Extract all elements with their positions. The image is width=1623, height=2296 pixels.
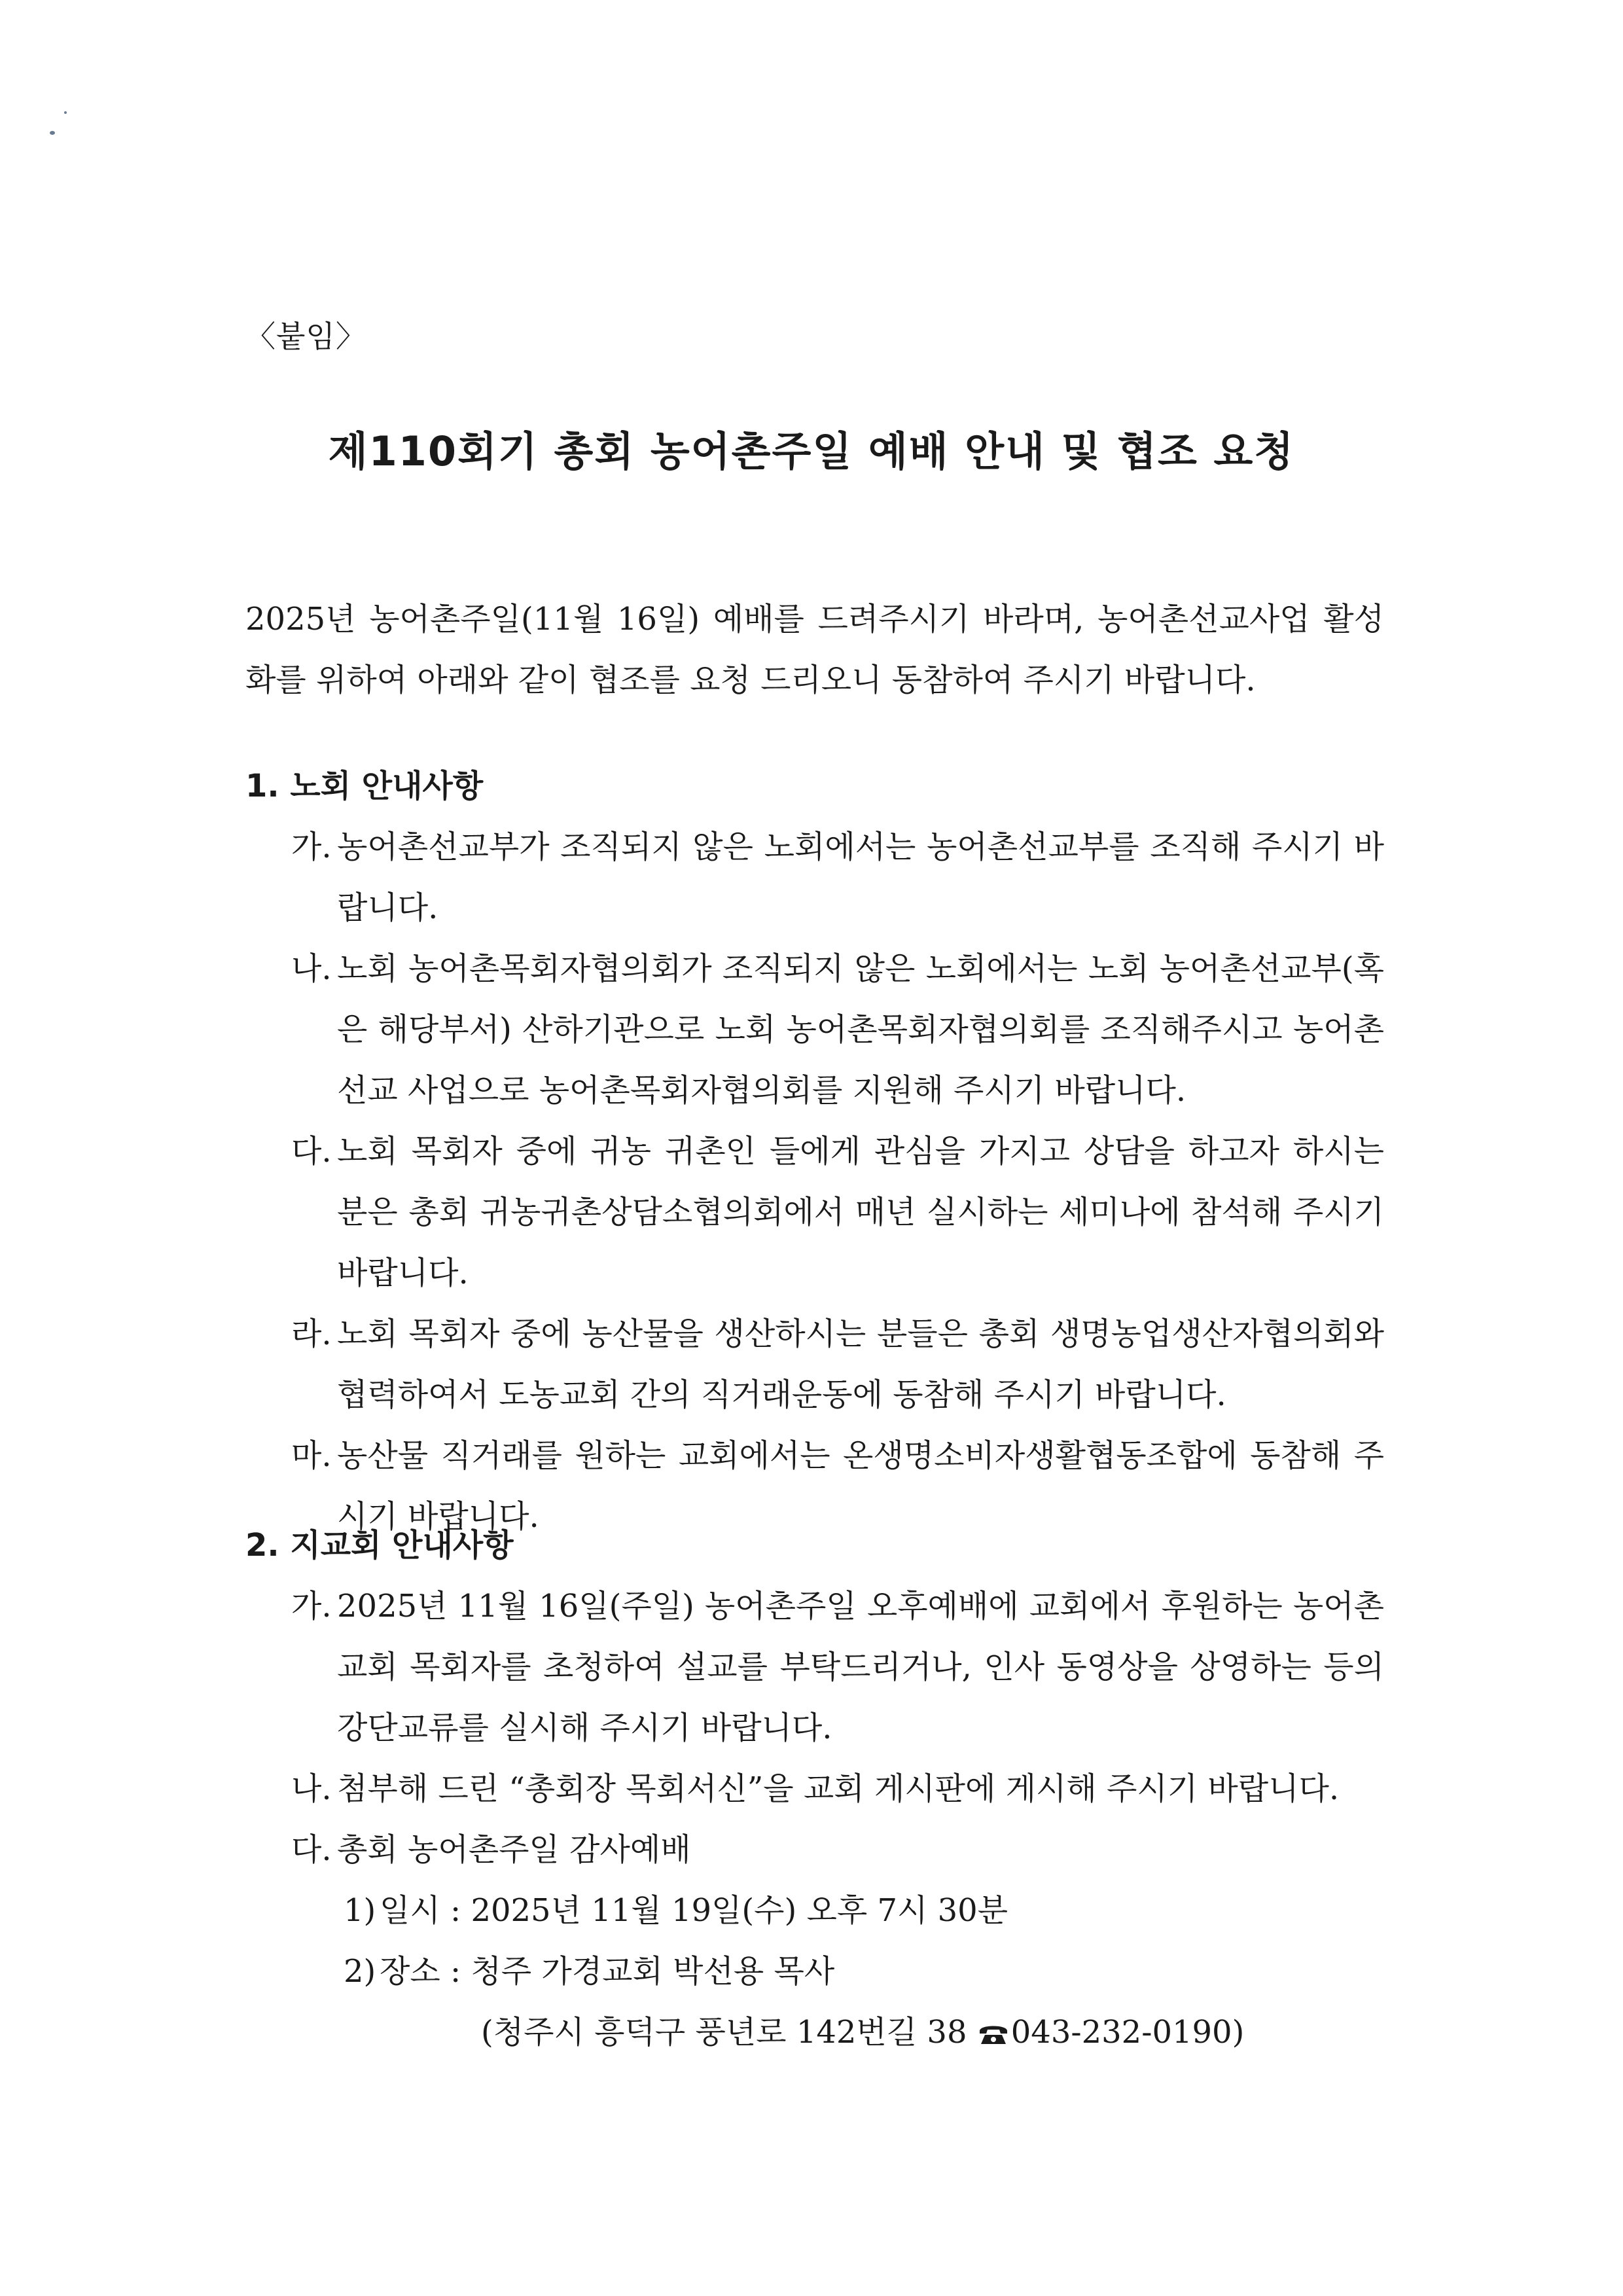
item-marker: 다. <box>291 1133 332 1170</box>
service-place <box>245 1941 1384 2002</box>
service-address <box>245 2002 1384 2063</box>
intro-text: 2025년 농어촌주일(11월 16일) 예배를 드려주시기 바라며, 농어촌선교사업 활성화를 위하여 아래와 같이 협조를 요청 드리오니 동참하여 주시기 바랍니다. <box>245 601 1384 698</box>
list-item <box>245 1759 1384 1820</box>
item-text: 노회 목회자 중에 농산물을 생산하시는 분들은 총회 생명농업생산자협의회와 협력하여서 도농교회 간의 직거래운동에 동참해 주시기 바랍니다. <box>337 1316 1384 1413</box>
address-close: ) <box>1232 2014 1245 2051</box>
section-heading: 1. 노회 안내사항 <box>245 768 484 804</box>
place-value: 청주 가경교회 박선용 목사 <box>471 1953 835 1990</box>
item-text: 2025년 11월 16일(주일) 농어촌주일 오후예배에 교회에서 후원하는 농어촌교회 목회자를 초청하여 설교를 부탁드리거나, 인사 동영상을 상영하는 등의 강단교류를 실시해 주시기 바랍니다. <box>337 1588 1384 1746</box>
place-label: 장소 : <box>380 1953 461 1990</box>
item-text: 농산물 직거래를 원하는 교회에서는 온생명소비자생활협동조합에 동참해 주시기 바랍니다. <box>337 1437 1384 1535</box>
item-marker: 가. <box>291 829 332 865</box>
list-item <box>245 1820 1384 1880</box>
section-heading: 2. 지교회 안내사항 <box>245 1527 514 1564</box>
item-text: 총회 농어촌주일 감사예배 <box>337 1831 691 1868</box>
item-marker: 나. <box>291 1770 332 1807</box>
phone-number: 043-232-0190 <box>1010 2014 1232 2051</box>
intro-paragraph <box>245 589 1384 711</box>
item-marker: 나. <box>291 950 332 987</box>
item-marker: 라. <box>291 1316 332 1352</box>
subitem-marker: 2) <box>344 1953 376 1990</box>
attachment-label: 〈붙임〉 <box>245 319 366 354</box>
item-marker: 다. <box>291 1831 332 1868</box>
list-item <box>245 817 1384 939</box>
item-text: 농어촌선교부가 조직되지 않은 노회에서는 농어촌선교부를 조직해 주시기 바랍니다. <box>337 829 1384 926</box>
list-item <box>245 939 1384 1121</box>
item-text: 노회 목회자 중에 귀농 귀촌인 들에게 관심을 가지고 상담을 하고자 하시는 분은 총회 귀농귀촌상담소협의회에서 매년 실시하는 세미나에 참석해 주시기 바랍니다. <box>337 1133 1384 1291</box>
date-label: 일시 : <box>380 1892 461 1929</box>
item-text: 노회 농어촌목회자협의회가 조직되지 않은 노회에서는 노회 농어촌선교부(혹은 해당부서) 산하기관으로 노회 농어촌목회자협의회를 조직해주시고 농어촌선교 사업으로 농어촌목회자협의회를 지원해 주시기 바랍니다. <box>337 950 1384 1109</box>
subitem-marker: 1) <box>344 1892 376 1929</box>
list-item <box>245 1576 1384 1759</box>
telephone-icon <box>977 2005 1010 2028</box>
scan-artifact <box>50 131 55 135</box>
item-marker: 마. <box>291 1437 332 1474</box>
date-value: 2025년 11월 19일(수) 오후 7시 30분 <box>471 1892 1008 1929</box>
scan-artifact <box>64 111 67 114</box>
service-date <box>245 1880 1384 1941</box>
item-text: 첨부해 드린 “총회장 목회서신”을 교회 게시판에 게시해 주시기 바랍니다. <box>337 1770 1340 1807</box>
list-item <box>245 1304 1384 1426</box>
section-local-church <box>245 1515 1384 2063</box>
item-marker: 가. <box>291 1588 332 1624</box>
section-presbytery <box>245 756 1384 1547</box>
page-title: 제110회기 총회 농어촌주일 예배 안내 및 협조 요청 <box>328 427 1295 475</box>
address-text: (청주시 흥덕구 풍년로 142번길 38 <box>481 2014 977 2051</box>
list-item <box>245 1121 1384 1304</box>
